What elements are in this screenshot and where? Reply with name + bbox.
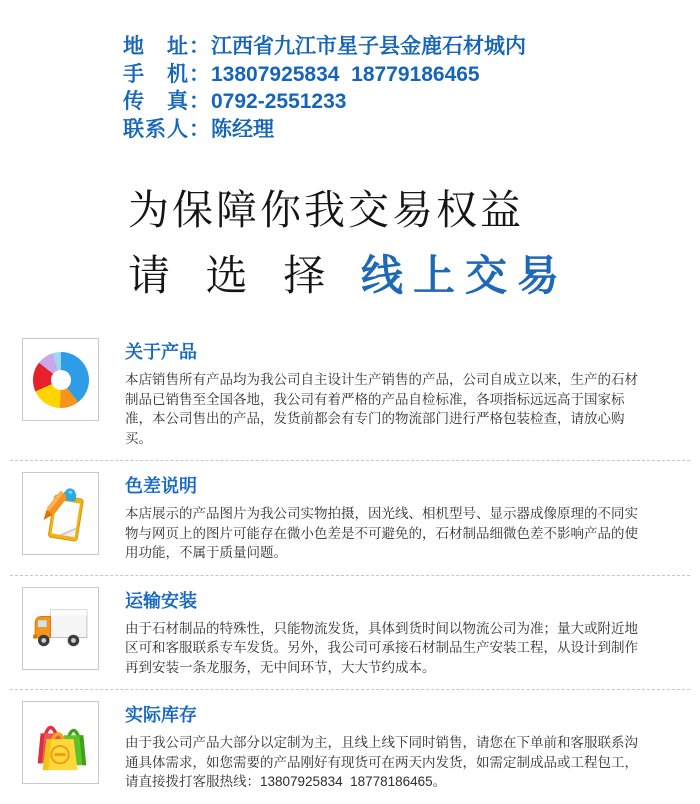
section-title: 实际库存 [125, 705, 197, 725]
info-sections [0, 327, 700, 804]
contact-address [123, 33, 700, 61]
truck-icon [22, 587, 99, 670]
contact-person [123, 116, 700, 144]
contact-mobile [123, 61, 700, 89]
section-title: 运输安装 [125, 590, 197, 611]
mobile-value: 13807925834 18779186465 [211, 62, 480, 86]
section-shipping-install [0, 576, 700, 690]
banner-line2 [128, 243, 700, 303]
section-about-products [0, 327, 700, 460]
section-body: 本店销售所有产品均为我公司自主设计生产销售的产品，公司自成立以来，生产的石材制品已销售至全国各地，我公司有着严格的产品自检标准，各项指标远远高于国家标准，本公司售出的产品，发货前都会有专门的物流部门进行严格包装检查，请放心购买。 [125, 372, 638, 446]
section-body: 本店展示的产品图片为我公司实物拍摄，因光线、相机型号、显示器成像原理的不同实物与网页上的图片可能存在微小色差是不可避免的，石材制品细微色差不影响产品的使用功能，不属于质量问题。 [125, 506, 638, 560]
section-stock [0, 690, 700, 804]
section-title: 关于产品 [125, 342, 197, 362]
mobile-label: 手 机： [123, 62, 211, 86]
shopping-bags-icon [22, 701, 99, 784]
clipboard-icon [22, 472, 99, 555]
section-body: 由于我公司产品大部分以定制为主，且线上线下同时销售，请您在下单前和客服联系沟通具体需求，如您需要的产品刚好有现货可在两天内发货，如需定制成品或工程包工，请直接拨打客服热线：13807925834 18778186465。 [125, 735, 638, 789]
pie-chart-icon [22, 338, 99, 421]
address-label: 地 址： [123, 35, 211, 58]
fax-label: 传 真： [123, 90, 211, 113]
banner-line1: 为保障你我交易权益 [128, 187, 524, 233]
contact-fax [123, 88, 700, 116]
promo-banner [128, 177, 700, 303]
product-info-page [0, 33, 700, 789]
section-color-difference [0, 461, 700, 575]
fax-value: 0792-2551233 [211, 90, 347, 113]
banner-line2-prefix: 请 选 择 [128, 252, 362, 299]
banner-line2-highlight: 线上交易 [361, 252, 570, 299]
contact-person-label: 联系人： [123, 117, 211, 141]
address-value: 江西省九江市星子县金鹿石材城内 [211, 35, 526, 58]
contact-person-value: 陈经理 [211, 117, 274, 141]
section-body: 由于石材制品的特殊性，只能物流发货，具体到货时间以物流公司为准；量大或附近地区可和客服联系专车发货。另外，我公司可承接石材制品生产安装工程，从设计到制作再到安装一条龙服务，无中间环节，大大节约成本。 [125, 620, 638, 675]
section-title: 色差说明 [125, 476, 197, 496]
contact-info [123, 33, 700, 143]
